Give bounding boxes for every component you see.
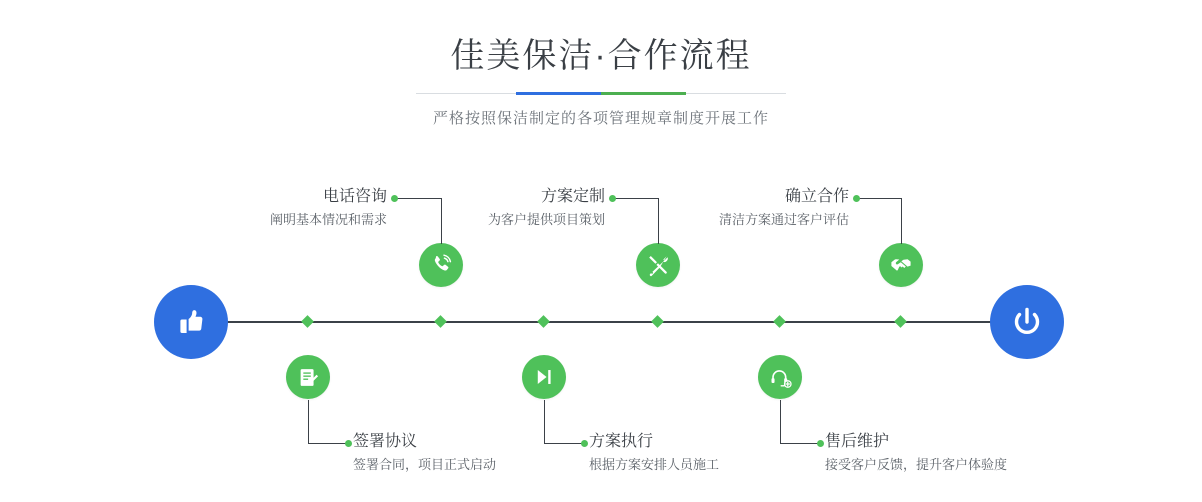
step-label-plan-customize	[409, 187, 605, 230]
axis-marker-after-sales	[773, 315, 786, 328]
start-endcap	[154, 285, 228, 359]
connector-plan-execute-vertical	[544, 400, 545, 444]
step-title-phone-consult: 电话咨询	[322, 188, 387, 205]
connector-establish-cooperation-vertical	[901, 198, 902, 244]
step-title-after-sales: 售后维护	[825, 433, 890, 450]
support-agent-add-icon	[769, 366, 792, 389]
document-edit-icon	[297, 366, 320, 389]
axis-marker-sign-agreement	[301, 315, 314, 328]
connector-sign-agreement-vertical	[308, 400, 309, 444]
tools-icon	[646, 253, 670, 277]
connector-plan-customize-horizontal	[612, 198, 659, 199]
handshake-icon	[889, 253, 913, 277]
step-node-establish-cooperation[interactable]	[879, 243, 923, 287]
connector-tip-sign-agreement	[345, 440, 352, 447]
step-node-plan-execute[interactable]	[522, 355, 566, 399]
page-subtitle: 严格按照保洁制定的各项管理规章制度开展工作	[432, 110, 769, 127]
divider-accent-blue	[516, 92, 601, 95]
step-title-establish-cooperation: 确立合作	[784, 188, 849, 205]
step-desc-after-sales: 接受客户反馈，提升客户体验度	[825, 457, 1008, 472]
step-label-after-sales	[825, 432, 1007, 475]
step-node-after-sales[interactable]	[758, 355, 802, 399]
step-desc-plan-execute: 根据方案安排人员施工	[589, 457, 720, 472]
step-desc-establish-cooperation: 清洁方案通过客户评估	[718, 212, 849, 227]
step-node-phone-consult[interactable]	[419, 243, 463, 287]
axis-marker-plan-customize	[651, 315, 664, 328]
end-endcap	[990, 285, 1064, 359]
thumbs-up-icon	[172, 303, 210, 341]
step-desc-phone-consult: 阐明基本情况和需求	[269, 212, 387, 227]
phone-ring-icon	[429, 253, 453, 277]
axis-marker-phone-consult	[434, 315, 447, 328]
diagram-header	[0, 34, 1202, 128]
step-title-plan-customize: 方案定制	[540, 188, 605, 205]
connector-tip-plan-execute	[581, 440, 588, 447]
step-node-plan-customize[interactable]	[636, 243, 680, 287]
connector-establish-cooperation-horizontal	[856, 198, 902, 199]
axis-marker-plan-execute	[537, 315, 550, 328]
play-forward-icon	[533, 366, 555, 388]
title-divider	[416, 92, 786, 95]
connector-tip-after-sales	[817, 440, 824, 447]
step-node-sign-agreement[interactable]	[286, 355, 330, 399]
step-title-sign-agreement: 签署协议	[353, 433, 418, 450]
step-desc-sign-agreement: 签署合同，项目正式启动	[353, 457, 497, 472]
connector-after-sales-horizontal	[780, 443, 820, 444]
connector-plan-execute-horizontal	[544, 443, 584, 444]
connector-sign-agreement-horizontal	[308, 443, 348, 444]
connector-after-sales-vertical	[780, 400, 781, 444]
connector-tip-plan-customize	[609, 195, 616, 202]
connector-tip-establish-cooperation	[853, 195, 860, 202]
power-icon	[1007, 302, 1047, 342]
step-title-plan-execute: 方案执行	[589, 433, 654, 450]
axis-marker-establish-cooperation	[894, 315, 907, 328]
page-title: 佳美保洁·合作流程	[450, 37, 752, 75]
step-label-sign-agreement	[353, 432, 496, 475]
connector-tip-phone-consult	[391, 195, 398, 202]
step-label-phone-consult	[191, 187, 387, 230]
step-label-establish-cooperation	[653, 187, 849, 230]
step-desc-plan-customize: 为客户提供项目策划	[487, 212, 605, 227]
divider-accent-green	[601, 92, 686, 95]
step-label-plan-execute	[589, 432, 719, 475]
